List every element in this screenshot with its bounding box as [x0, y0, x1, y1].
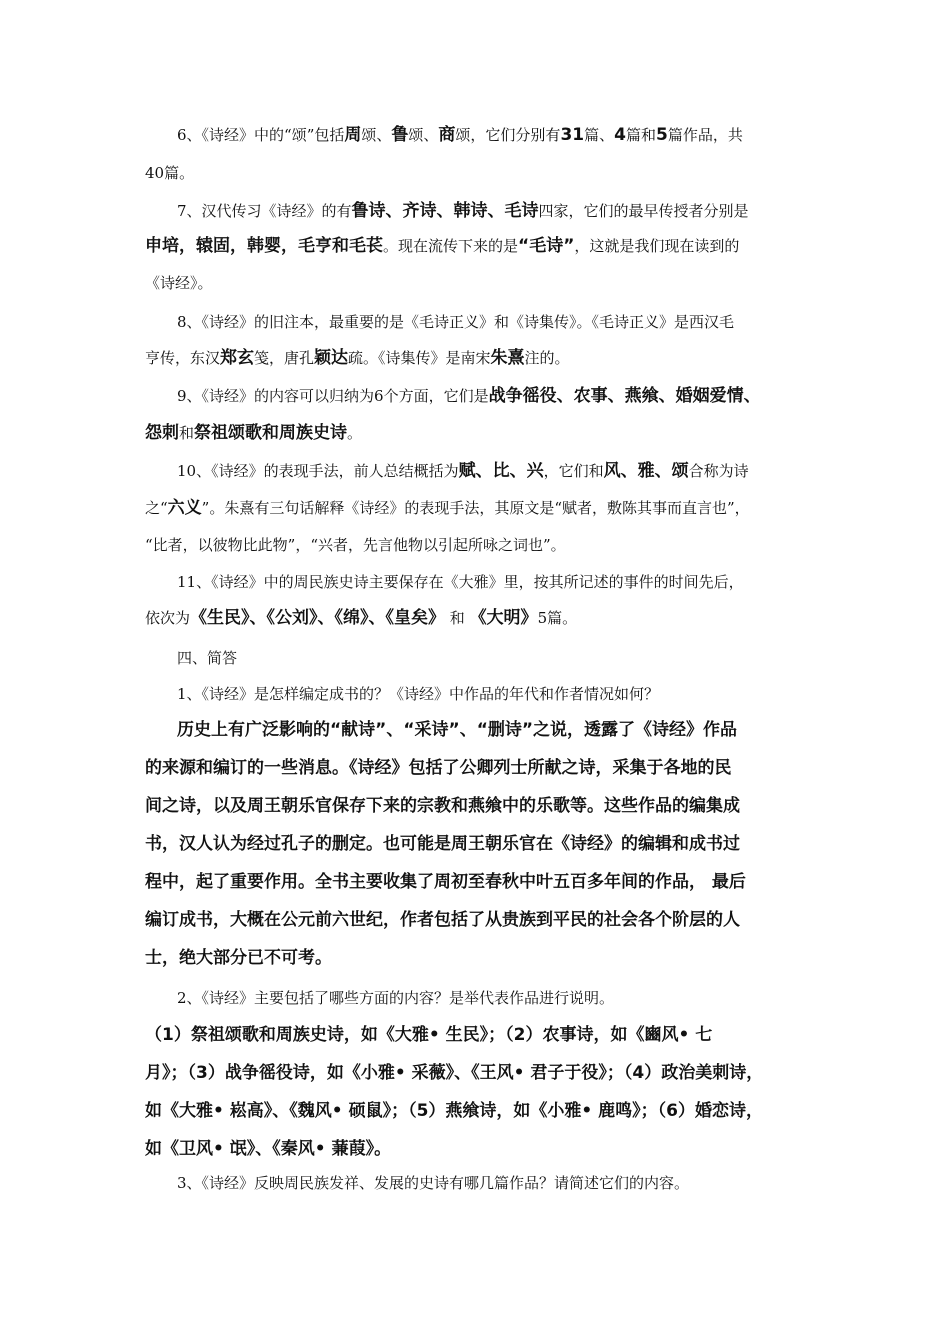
text: 5篇。 [537, 609, 578, 627]
question-2: 2、《诗经》主要包括了哪些方面的内容？是举代表作品进行说明。 [177, 989, 615, 1007]
text: 颂、 [408, 126, 439, 144]
answer: 《大明》 [469, 608, 538, 628]
text: 。现在流传下来的是 [383, 237, 519, 255]
text: 篇和 [625, 126, 656, 144]
text: 依次为 [145, 609, 191, 627]
answer-line: 历史上有广泛影响的“献诗”、“采诗”、“删诗”之说，透露了《诗经》作品 [177, 720, 738, 740]
item-11-line-1: 11、《诗经》中的周民族史诗主要保存在《大雅》里，按其所记述的事件的时间先后， [177, 573, 744, 591]
answer: 风、雅、颂 [603, 461, 689, 481]
text: 9、《诗经》的内容可以归纳为6个方面，它们是 [177, 387, 489, 405]
text: 合称为诗 [688, 462, 749, 480]
text: ，它们和 [543, 462, 604, 480]
answer: 申培，辕固，韩婴，毛亨和毛苌 [145, 236, 383, 256]
item-6-line-2: 40篇。 [145, 164, 195, 182]
answer: 颖达 [314, 348, 349, 368]
question-3: 3、《诗经》反映周民族发祥、发展的史诗有哪几篇作品？请简述它们的内容。 [177, 1174, 690, 1192]
answer-line: 月》；（3）战争徭役诗，如《小雅• 采薇》、《王风• 君子于役》；（4）政治美刺诗， [145, 1063, 764, 1083]
item-7-line-2 [145, 235, 739, 257]
item-9-line-2 [145, 422, 362, 444]
item-7-line-3: 《诗经》。 [145, 274, 213, 292]
answer-line: 间之诗，以及周王朝乐官保存下来的宗教和燕飨中的乐歌等。这些作品的编集成 [145, 796, 740, 816]
answer: 4 [614, 125, 626, 145]
answer: 31 [560, 125, 585, 145]
text: 笺，唐孔 [254, 349, 315, 367]
text: 之“ [145, 499, 168, 517]
text: 四家，它们的最早传授者分别是 [538, 202, 749, 220]
answer-line: 如《大雅• 崧高》、《魏风• 硕鼠》；（5）燕飨诗，如《小雅• 鹿鸣》；（6）婚恋诗， [145, 1101, 764, 1121]
answer: 鲁诗、齐诗、韩诗、毛诗 [351, 201, 539, 221]
text: 颂、 [361, 126, 392, 144]
text: 颂，它们分别有 [455, 126, 561, 144]
text: ，这就是我们现在读到的 [574, 237, 740, 255]
text: 篇作品，共 [667, 126, 743, 144]
answer: 5 [655, 125, 668, 145]
text: 篇、 [584, 126, 615, 144]
answer: 六义 [167, 498, 202, 518]
answer: 商 [438, 125, 456, 145]
text: ”。朱熹有三句话解释《诗经》的表现手法，其原文是“赋者，敷陈其事而直言也”， [201, 499, 750, 517]
item-10-line-1 [177, 460, 749, 482]
answer-line: 如《卫风• 氓》、《秦风• 蒹葭》。 [145, 1139, 392, 1159]
answer-line: 编订成书，大概在公元前六世纪，作者包括了从贵族到平民的社会各个阶层的人 [145, 910, 740, 930]
answer-line: 士，绝大部分已不可考。 [145, 948, 332, 968]
answer: 鲁 [391, 125, 409, 145]
text: 6、《诗经》中的“颂”包括 [177, 126, 345, 144]
answer: 怨刺 [145, 423, 179, 443]
text: 亨传，东汉 [145, 349, 221, 367]
item-8-line-1: 8、《诗经》的旧注本，最重要的是《毛诗正义》和《诗集传》。《毛诗正义》是西汉毛 [177, 313, 735, 331]
answer: 朱熹 [490, 348, 525, 368]
answer: “毛诗” [518, 236, 575, 256]
item-11-line-2 [145, 607, 577, 629]
text: 注的。 [524, 349, 570, 367]
question-1: 1、《诗经》是怎样编定成书的？《诗经》中作品的年代和作者情况如何？ [177, 685, 660, 703]
answer: 郑玄 [220, 348, 255, 368]
item-8-line-2 [145, 347, 570, 369]
answer-line: （1）祭祖颂歌和周族史诗，如《大雅• 生民》；（2）农事诗，如《豳风• 七 [145, 1025, 713, 1045]
text: 7、汉代传习《诗经》的有 [177, 202, 352, 220]
item-9-line-1 [177, 385, 761, 407]
answer: 祭祖颂歌和周族史诗 [194, 423, 348, 443]
answer: 赋、比、兴 [458, 461, 544, 481]
section-heading: 四、简答 [177, 649, 238, 667]
answer: 周 [344, 125, 362, 145]
answer-line: 书，汉人认为经过孔子的删定。也可能是周王朝乐官在《诗经》的编辑和成书过 [145, 834, 740, 854]
answer: 战争徭役、农事、燕飨、婚姻爱情、 [488, 386, 761, 406]
answer: 《生民》、《公刘》、《绵》、《皇矣》 [190, 608, 446, 628]
text: 。 [347, 424, 363, 442]
item-10-line-2 [145, 497, 750, 519]
item-6-line-1 [177, 124, 743, 146]
text: 和 [179, 424, 195, 442]
answer-line: 的来源和编订的一些消息。《诗经》包括了公卿列士所献之诗，采集于各地的民 [145, 758, 732, 778]
item-7-line-1 [177, 200, 749, 222]
answer-line: 程中，起了重要作用。全书主要收集了周初至春秋中叶五百多年间的作品， 最后 [145, 872, 746, 892]
text: 疏。《诗集传》是南宋 [348, 349, 491, 367]
text: 10、《诗经》的表现手法，前人总结概括为 [177, 462, 459, 480]
text: 和 [445, 609, 470, 627]
item-10-line-3: “比者，以彼物比此物”，“兴者，先言他物以引起所咏之词也”。 [145, 536, 566, 554]
